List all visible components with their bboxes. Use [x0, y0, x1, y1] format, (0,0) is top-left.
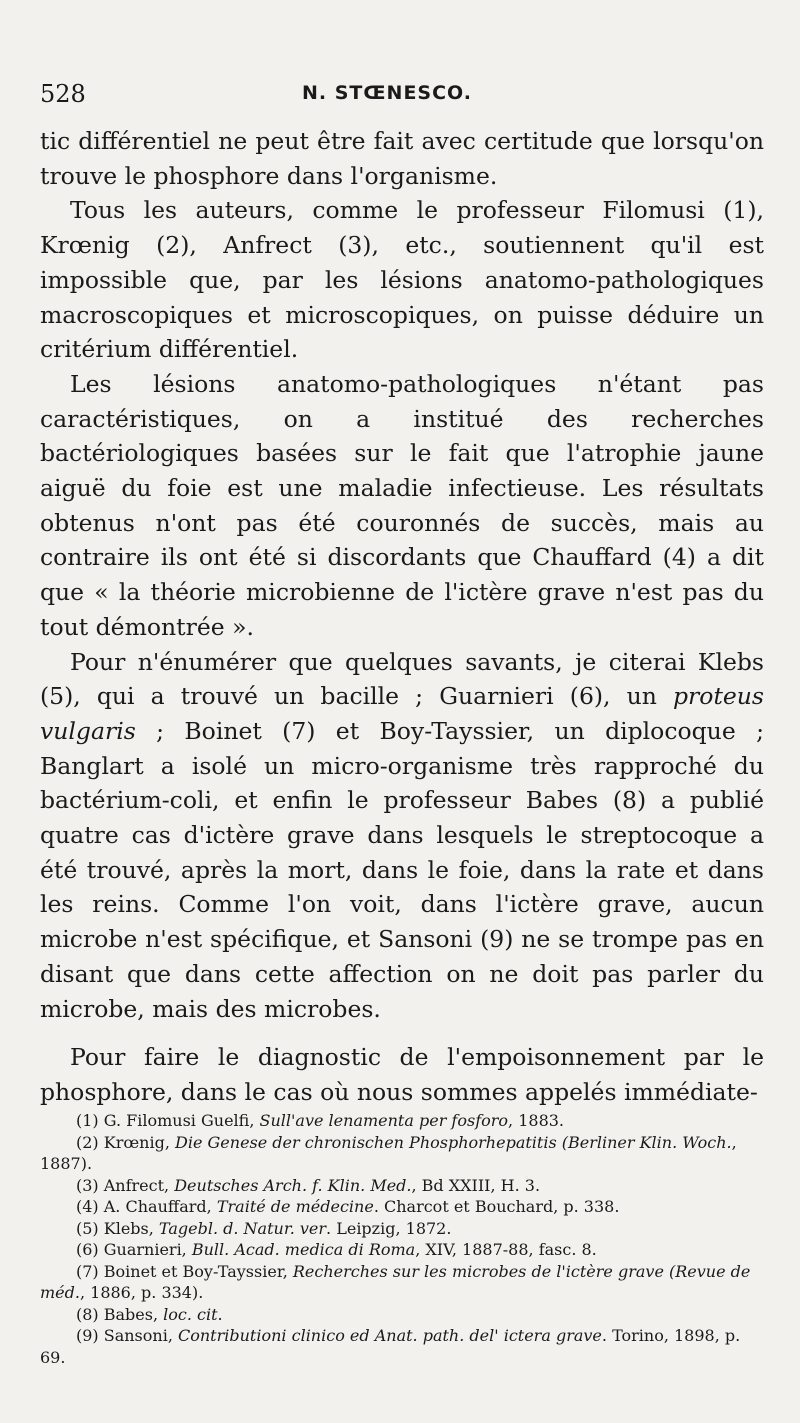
- page: [40, 80, 764, 1110]
- footnote: [40, 1325, 764, 1368]
- italic-text: Deutsches Arch. f. Klin. Med.: [174, 1175, 412, 1195]
- text-run: . Leipzig, 1872.: [326, 1218, 452, 1238]
- paragraph: [40, 1040, 764, 1109]
- text-run: Pour faire le diagnostic de l'empoisonnement par le phosphore, dans le cas où nous sommes appelés immédiate-: [40, 1043, 764, 1106]
- text-run: (8) Babes,: [76, 1304, 164, 1324]
- text-run: (5) Klebs,: [76, 1218, 159, 1238]
- italic-text: loc. cit: [163, 1304, 218, 1324]
- text-run: (1) G. Filomusi Guelfi,: [76, 1111, 260, 1130]
- italic-text: Tagebl. d. Natur. ver: [158, 1218, 327, 1238]
- footnote: [40, 1175, 764, 1197]
- italic-text: Die Genese der chronischen Phosphorhepatitis (Berliner Klin. Woch.: [175, 1132, 732, 1152]
- text-run: (2) Krœnig,: [76, 1132, 176, 1152]
- text-run: Pour n'énumérer que quelques savants, je citerai Klebs (5), qui a trouvé un bacille ; Guarnieri (6), un: [40, 647, 764, 711]
- page-number: 528: [40, 80, 86, 108]
- footnote: [40, 1132, 764, 1175]
- paragraph: [40, 193, 764, 367]
- body-text: [40, 124, 764, 1110]
- text-run: Tous les auteurs, comme le professeur Filomusi (1), Krœnig (2), Anfrect (3), etc., soutiennent qu'il est impossible que, par les lésions anatomo-pathologiques macroscopiques et microscopiques, on puisse déduire un critérium différentiel.: [40, 196, 764, 364]
- text-run: Les lésions anatomo-pathologiques n'étant pas caractéristiques, on a institué des recherches bactériologiques basées sur le fait que l'atrophie jaune aiguë du foie est une maladie infectieuse. Les résultats obtenus n'ont pas été couronnés de succès, mais au contraire ils ont été si discordants que Chauffard (4) a dit que « la théorie microbienne de l'ictère grave n'est pas du tout démontrée ».: [40, 369, 764, 641]
- text-run: ; Boinet (7) et Boy-Tayssier, un diplocoque ; Banglart a isolé un micro-organisme très rapproché du bactérium-coli, et enfin le professeur Babes (8) a publié quatre cas d'ictère grave dans lesquels le streptocoque a été trouvé, après la mort, dans le foie, dans la rate et dans les reins. Comme l'on voit, dans l'ictère grave, aucun microbe n'est spécifique, et Sansoni (9) ne se trompe pas en disant que dans cette affection on ne doit pas parler du microbe, mais des microbes.: [40, 716, 764, 1023]
- text-run: .: [217, 1304, 223, 1324]
- text-run: , Bd XXIII, H. 3.: [411, 1175, 541, 1195]
- text-run: , 1886, p. 334).: [79, 1283, 204, 1302]
- footnotes: [40, 1110, 764, 1368]
- text-run: , 1883.: [508, 1111, 565, 1130]
- footnote: [40, 1196, 764, 1218]
- italic-text: Recherches sur les microbes de l'ictère grave (Revue de méd.: [40, 1261, 751, 1302]
- text-run: (3) Anfrect,: [76, 1175, 175, 1195]
- text-run: (9) Sansoni,: [76, 1326, 178, 1345]
- footnote: [40, 1304, 764, 1326]
- page-header: [40, 80, 764, 116]
- text-run: . Torino, 1898, p. 69.: [40, 1326, 741, 1367]
- text-run: , XIV, 1887-88, fasc. 8.: [415, 1240, 597, 1259]
- running-head: N. STŒNESCO.: [302, 82, 473, 104]
- italic-text: proteus vulgaris: [40, 682, 764, 745]
- text-run: , 1887).: [40, 1132, 737, 1173]
- paragraph: [40, 367, 764, 645]
- text-run: . Charcot et Bouchard, p. 338.: [373, 1197, 620, 1216]
- text-run: (6) Guarnieri,: [76, 1240, 192, 1259]
- footnote: [40, 1239, 764, 1261]
- italic-text: Sull'ave lenamenta per fosforo: [259, 1111, 509, 1130]
- italic-text: Bull. Acad. medica di Roma: [191, 1240, 416, 1259]
- footnote: [40, 1261, 764, 1304]
- paragraph: [40, 124, 764, 193]
- text-run: (7) Boinet et Boy-Tayssier,: [76, 1261, 293, 1281]
- text-run: (4) A. Chauffard,: [76, 1197, 217, 1216]
- text-run: tic différentiel ne peut être fait avec certitude que lorsqu'on trouve le phosphore dans l'organisme.: [40, 127, 764, 190]
- italic-text: Contributioni clinico ed Anat. path. del' ictera grave: [178, 1326, 602, 1345]
- footnote: [40, 1218, 764, 1240]
- paragraph: [40, 645, 764, 1027]
- footnote: [40, 1110, 764, 1132]
- italic-text: Traité de médecine: [216, 1197, 374, 1216]
